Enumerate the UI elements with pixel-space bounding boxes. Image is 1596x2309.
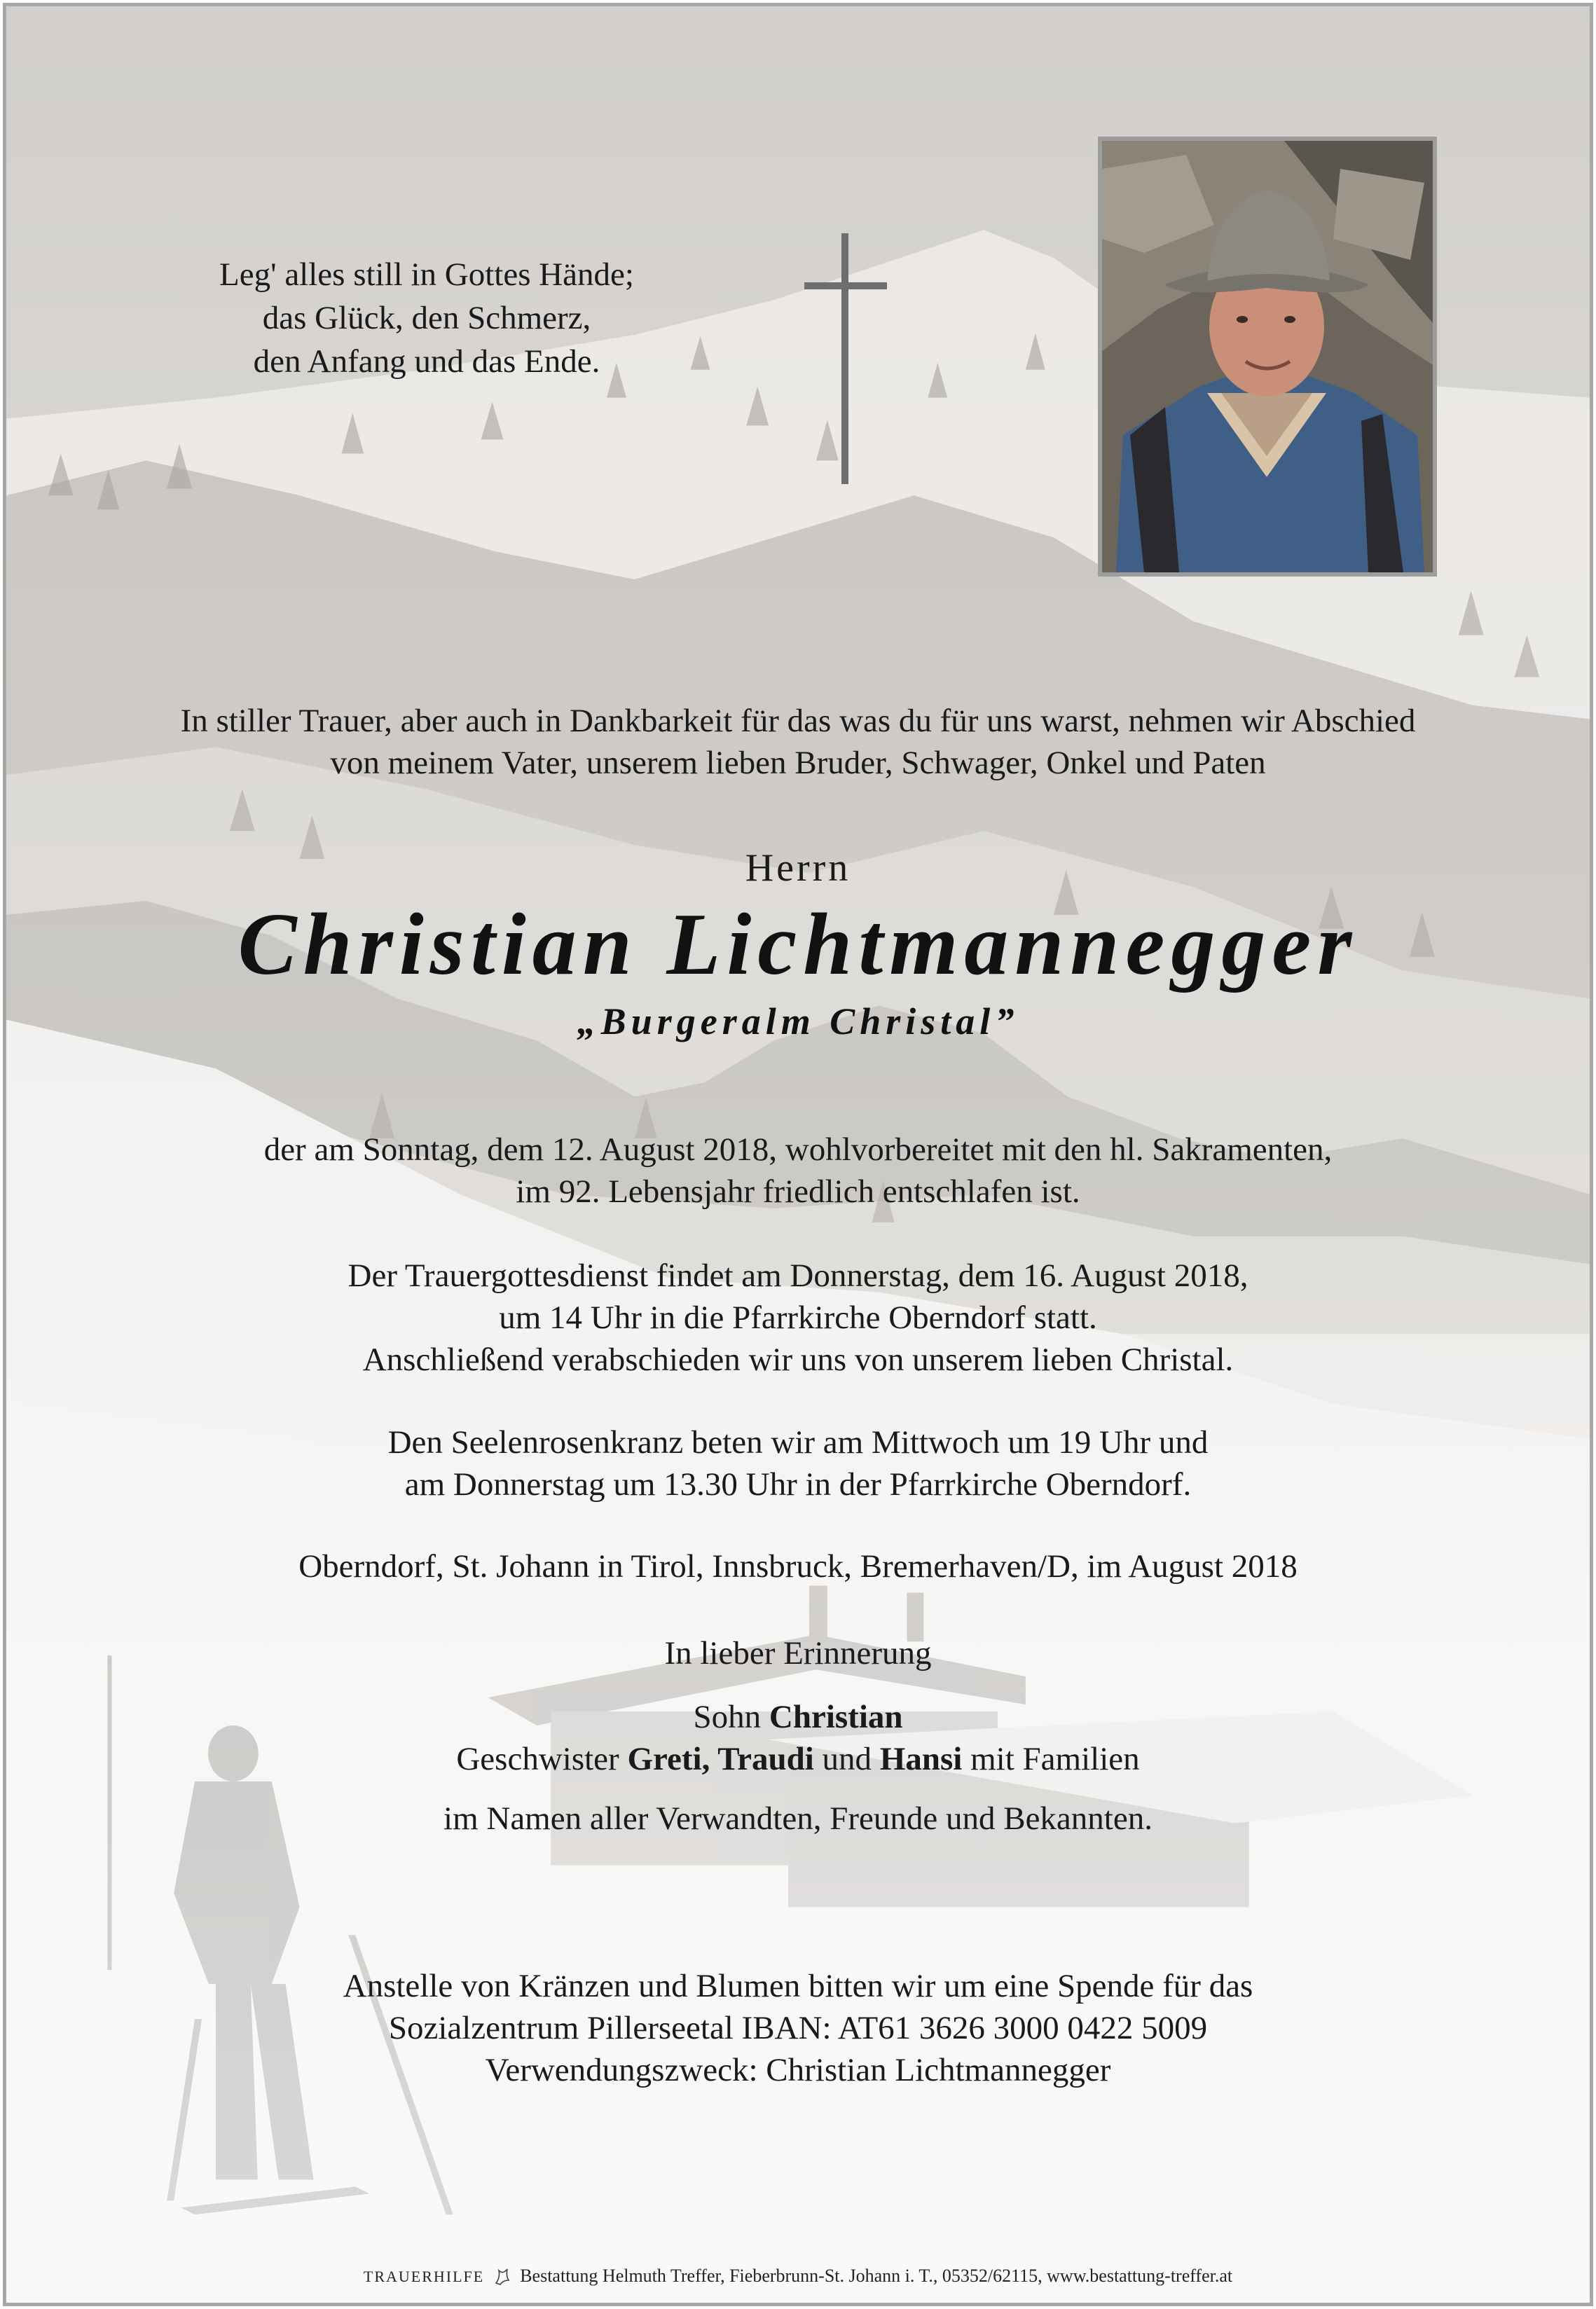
poem-line: den Anfang und das Ende. <box>253 343 600 380</box>
siblings-suffix: mit Familien <box>970 1741 1140 1777</box>
footer <box>6 2265 1590 2287</box>
donation-line: Sozialzentrum Pillerseetal IBAN: AT61 3626 3000 0422 5009 <box>388 2010 1208 2046</box>
son-line <box>6 1696 1590 1738</box>
rosary-line: am Donnerstag um 13.30 Uhr in der Pfarrkirche Oberndorf. <box>404 1466 1192 1503</box>
siblings-prefix: Geschwister <box>456 1741 619 1777</box>
in-memory-heading: In lieber Erinnerung <box>664 1635 932 1672</box>
donation-line: Anstelle von Kränzen und Blumen bitten wir um eine Spende für das <box>343 1968 1253 2004</box>
all-relatives: im Namen aller Verwandten, Freunde und Bekannten. <box>443 1800 1153 1837</box>
funeral-line: Anschließend verabschieden wir uns von unserem lieben Christal. <box>362 1342 1234 1378</box>
dove-icon <box>493 2265 511 2286</box>
salutation: Herrn <box>745 846 851 890</box>
footer-brand: TRAUERHILFE <box>363 2268 485 2285</box>
funeral-line: um 14 Uhr in die Pfarrkirche Oberndorf statt. <box>499 1300 1097 1336</box>
poem-line: Leg' alles still in Gottes Hände; <box>219 256 634 293</box>
footer-text: Bestattung Helmuth Treffer, Fieberbrunn-St. Johann i. T., 05352/62115, www.bestattung-treffer.at <box>520 2266 1233 2286</box>
poem <box>118 253 735 383</box>
mourners <box>6 1696 1590 1780</box>
intro-text <box>6 700 1590 784</box>
portrait-photo <box>1098 137 1437 577</box>
siblings-line <box>6 1738 1590 1780</box>
rosary-info <box>6 1421 1590 1505</box>
donation-request <box>6 1965 1590 2091</box>
funeral-info <box>6 1255 1590 1381</box>
intro-line: von meinem Vater, unserem lieben Bruder, Schwager, Onkel und Paten <box>330 745 1266 781</box>
cross-vertical-bar <box>841 233 848 484</box>
siblings-last-name: Hansi <box>879 1741 963 1777</box>
siblings-names: Greti, Traudi <box>627 1741 814 1777</box>
siblings-and: und <box>822 1741 872 1777</box>
portrait-image <box>1102 141 1433 572</box>
son-name: Christian <box>769 1699 903 1735</box>
deceased-name: Christian Lichtmannegger <box>238 896 1358 993</box>
cross-horizontal-bar <box>804 282 887 289</box>
death-notice-line: der am Sonntag, dem 12. August 2018, wohlvorbereitet mit den hl. Sakramenten, <box>263 1131 1333 1168</box>
poem-line: das Glück, den Schmerz, <box>262 300 591 336</box>
intro-line: In stiller Trauer, aber auch in Dankbarkeit für das was du für uns warst, nehmen wir Abschied <box>180 703 1416 739</box>
death-notice <box>6 1129 1590 1213</box>
deceased-nickname: „Burgeralm Christal” <box>577 1000 1019 1042</box>
notice-frame <box>3 3 1593 2306</box>
funeral-line: Der Trauergottesdienst findet am Donnerstag, dem 16. August 2018, <box>348 1257 1248 1294</box>
death-notice-line: im 92. Lebensjahr friedlich entschlafen ist. <box>516 1173 1080 1210</box>
rosary-line: Den Seelenrosenkranz beten wir am Mittwoch um 19 Uhr und <box>387 1424 1209 1461</box>
son-prefix: Sohn <box>693 1699 762 1735</box>
donation-line: Verwendungszweck: Christian Lichtmannegger <box>485 2052 1111 2088</box>
places-date: Oberndorf, St. Johann in Tirol, Innsbruck, Bremerhaven/D, im August 2018 <box>298 1548 1298 1585</box>
